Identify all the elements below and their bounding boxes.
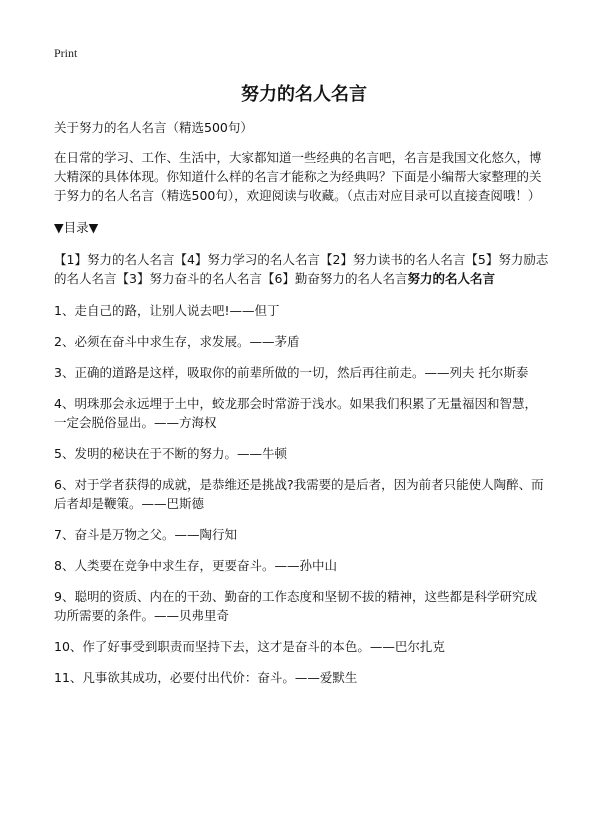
quote-item: 5、发明的秘诀在于不断的努力。——牛顿 — [54, 446, 287, 461]
toc-link-5[interactable]: 【5】努力励志的名人名言 — [54, 252, 549, 286]
quote-item: 8、人类要在竞争中求生存，更要奋斗。——孙中山 — [54, 558, 337, 573]
quote-item: 3、正确的道路是这样，吸取你的前辈所做的一切，然后再往前走。——列夫 托尔斯泰 — [54, 365, 529, 380]
article-subtitle: 关于努力的名人名言（精选500句） — [54, 120, 253, 135]
quote-item: 1、走自己的路，让别人说去吧!——但丁 — [54, 303, 280, 318]
table-of-contents — [54, 250, 549, 288]
intro-paragraph: 在日常的学习、工作、生活中，大家都知道一些经典的名言吧，名言是我国文化悠久，博大精深的具体体现。你知道什么样的名言才能称之为经典吗？下面是小编帮大家整理的关于努力的名人名言（精选500句），欢迎阅读与收藏。（点击对应目录可以直接查阅哦！） — [54, 150, 542, 203]
quote-item: 4、明珠那会永远埋于土中，蛟龙那会时常游于浅水。如果我们积累了无量福因和智慧，一定会脱俗显出。——方海权 — [54, 396, 537, 430]
quote-item: 11、凡事欲其成功，必要付出代价：奋斗。——爱默生 — [54, 670, 358, 685]
toc-link-3[interactable]: 【3】努力奋斗的名人名言 — [116, 271, 262, 286]
quote-item: 6、对于学者获得的成就，是恭维还是挑战?我需要的是后者，因为前者只能使人陶醉、而后者却是鞭策。——巴斯德 — [54, 477, 544, 511]
article-body — [54, 118, 549, 699]
page-title: 努力的名人名言 — [241, 84, 367, 105]
quote-item: 7、奋斗是万物之父。——陶行知 — [54, 527, 237, 542]
toc-link-1[interactable]: 【1】努力的名人名言 — [54, 252, 175, 267]
quote-item: 10、作了好事受到职责而坚持下去，这才是奋斗的本色。——巴尔扎克 — [54, 639, 445, 654]
toc-link-4[interactable]: 【4】努力学习的名人名言 — [174, 252, 320, 267]
toc-link-2[interactable]: 【2】努力读书的名人名言 — [319, 252, 466, 267]
print-link[interactable]: Print — [54, 46, 78, 60]
quote-item: 2、必须在奋斗中求生存，求发展。——茅盾 — [54, 334, 300, 349]
quote-item: 9、聪明的资质、内在的干劲、勤奋的工作态度和坚韧不拔的精神，这些都是科学研究成功所需要的条件。——贝弗里奇 — [54, 589, 537, 623]
section-heading: 努力的名人名言 — [407, 271, 495, 286]
toc-heading: ▼目录▼ — [54, 220, 99, 235]
toc-link-6[interactable]: 【6】勤奋努力的名人名言 — [261, 271, 408, 286]
